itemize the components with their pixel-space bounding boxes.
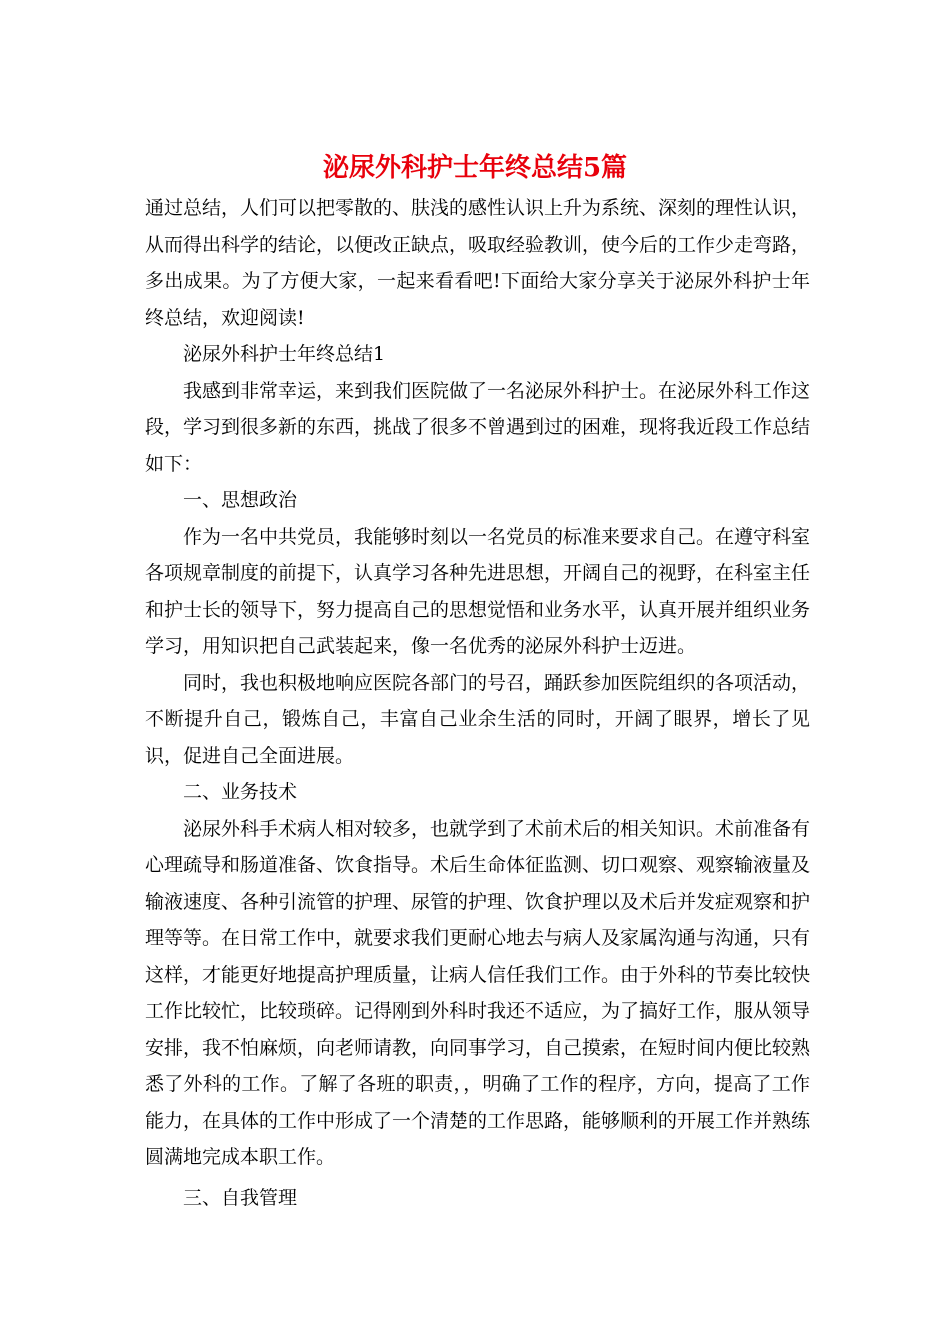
article-heading: 泌尿外科护士年终总结1 — [183, 343, 386, 365]
paragraph: 我感到非常幸运，来到我们医院做了一名泌尿外科护士。在泌尿外科工作这段，学习到很多新的东西，挑战了很多不曾遇到过的困难，现将我近段工作总结如下： — [145, 379, 811, 475]
paragraph: 同时，我也积极地响应医院各部门的号召，踊跃参加医院组织的各项活动，不断提升自己，锻炼自己，丰富自己业余生活的同时，开阔了眼界，增长了见识，促进自己全面进展。 — [145, 671, 811, 767]
paragraph: 泌尿外科手术病人相对较多，也就学到了术前术后的相关知识。术前准备有心理疏导和肠道准备、饮食指导。术后生命体征监测、切口观察、观察输液量及输液速度、各种引流管的护理、尿管的护理、饮食护理以及术后并发症观察和护理等等。在日常工作中，就要求我们更耐心地去与病人及家属沟通与沟通，只有这样，才能更好地提高护理质量，让病人信任我们工作。由于外科的节奏比较快工作比较忙，比较琐碎。记得刚到外科时我还不适应，为了搞好工作，服从领导安排，我不怕麻烦，向老师请教，向同事学习，自己摸索，在短时间内便比较熟悉了外科的工作。了解了各班的职责，，明确了工作的程序，方向，提高了工作能力，在具体的工作中形成了一个清楚的工作思路，能够顺利的开展工作并熟练圆满地完成本职工作。 — [145, 817, 811, 1168]
document-title: 泌尿外科护士年终总结5篇 — [322, 153, 628, 183]
intro-paragraph: 通过总结，人们可以把零散的、肤浅的感性认识上升为系统、深刻的理性认识，从而得出科学的结论，以便改正缺点，吸取经验教训，使今后的工作少走弯路，多出成果。为了方便大家，一起来看看吧!下面给大家分享关于泌尿外科护士年终总结，欢迎阅读! — [145, 197, 811, 329]
section-heading: 二、业务技术 — [183, 781, 298, 803]
section-heading: 三、自我管理 — [183, 1186, 298, 1209]
paragraph: 作为一名中共党员，我能够时刻以一名党员的标准来要求自己。在遵守科室各项规章制度的前提下，认真学习各种先进思想，开阔自己的视野，在科室主任和护士长的领导下，努力提高自己的思想觉悟和业务水平，认真开展并组织业务学习，用知识把自己武装起来，像一名优秀的泌尿外科护士迈进。 — [145, 525, 811, 657]
document-body — [145, 190, 810, 1216]
section-heading: 一、思想政治 — [183, 489, 298, 511]
